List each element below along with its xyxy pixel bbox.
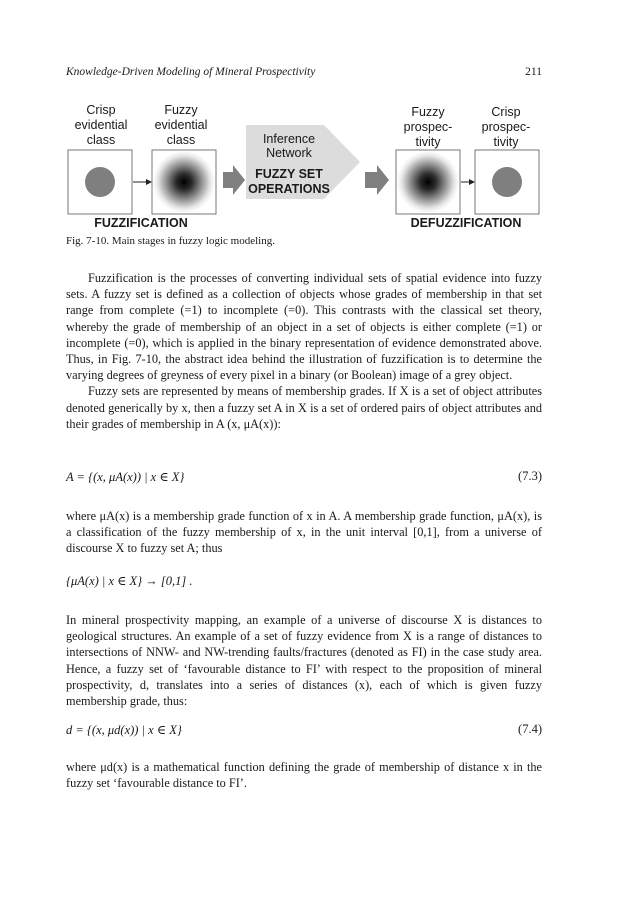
running-head-title: Knowledge-Driven Modeling of Mineral Prospectivity (66, 66, 316, 78)
label-line: evidential (74, 118, 128, 132)
figure-caption: Fig. 7-10. Main stages in fuzzy logic modeling. (66, 235, 275, 247)
running-head (66, 66, 542, 82)
label-line: Fuzzy (411, 105, 445, 119)
process-arrow (365, 165, 389, 195)
label-line: prospec- (403, 120, 453, 134)
fuzzy-ops-label-line: OPERATIONS (248, 182, 330, 196)
figure-diagram (66, 100, 542, 230)
crisp-evidence-dot (85, 167, 115, 197)
label-line: tivity (493, 135, 519, 149)
label-line: Crisp (86, 103, 116, 117)
fuzzy-prospectivity-gradient (397, 151, 459, 213)
equation-expression: {μA(x) | x ∈ X} → [0,1] . (66, 574, 193, 588)
inference-label-line: Inference (262, 132, 316, 146)
label-line: evidential (154, 118, 208, 132)
fuzzy-ops-label-line: FUZZY SET (255, 167, 323, 181)
body-block-2 (66, 508, 542, 557)
label-line: tivity (415, 135, 441, 149)
connector-arrow-head (469, 179, 475, 185)
body-block-3 (66, 612, 542, 709)
paragraph: where μA(x) is a membership grade function of x in A. A membership grade function, μA(x), is a classification of the fuzzy membership of x, in the unit interval [0,1], from a universe of discourse X to fuzzy set A; thus (66, 509, 542, 556)
body-block-1 (66, 270, 542, 432)
fuzzy-evidence-gradient (153, 151, 215, 213)
body-block-4 (66, 759, 542, 791)
paragraph: Fuzzy sets are represented by means of membership grades. If X is a set of object attributes denoted generically by x, then a fuzzy set A in X is a set of ordered pairs of object attributes and their grades of membership in A (x, μA(x)): (66, 384, 542, 431)
fuzzification-label: FUZZIFICATION (94, 216, 188, 230)
label-crisp-evidential-class (75, 103, 128, 147)
equation-7-3 (66, 469, 542, 487)
inference-label-line: Network (266, 146, 312, 160)
figure-fuzzy-logic-stages (66, 100, 542, 230)
equation-expression: d = {(x, μd(x)) | x ∈ X} (66, 723, 182, 737)
paragraph: Fuzzification is the processes of converting individual sets of spatial evidence into fuzzy sets. A fuzzy set is defined as a collection of objects whose grades of membership in that set range from complete (=1) to incomplete (=0). This contrasts with the classical set theory, whereby the grade of membership of an object in a set of objects is either complete (=1) or incomplete (=0), which is applied in the binary representation of evidence demonstrated above. Thus, in Fig. 7-10, the abstract idea behind the illustration of fuzzification is to determine the varying degrees of greyness of every pixel in a binary (or Boolean) image of a grey object. (66, 271, 542, 383)
equation-7-4 (66, 722, 542, 740)
label-line: class (166, 133, 196, 147)
equation-expression: A = {(x, μA(x)) | x ∈ X} (66, 470, 185, 484)
label-crisp-prospectivity (482, 105, 531, 149)
equation-number: (7.4) (518, 722, 542, 736)
process-arrow (223, 165, 245, 195)
label-fuzzy-evidential-class (155, 103, 208, 147)
label-line: Fuzzy (164, 103, 198, 117)
equation-mapping (66, 573, 542, 591)
equation-number: (7.3) (518, 469, 542, 483)
label-line: prospec- (481, 120, 531, 134)
paragraph: In mineral prospectivity mapping, an example of a universe of discourse X is distances to geological structures. An example of a set of fuzzy evidence from X is a range of distances to intersections of NNW- and NW-trending faults/fractures (denoted as FI) in the case study area. Hence, a fuzzy set of ‘favourable distance to FI’ with respect to the proposition of mineral prospectivity, d, translates into a series of distances (x), each of which is given fuzzy membership grade, thus: (66, 613, 542, 709)
connector-arrow-head (146, 179, 152, 185)
page-number: 211 (525, 66, 542, 78)
defuzzification-label: DEFUZZIFICATION (410, 216, 522, 230)
crisp-prospectivity-dot (492, 167, 522, 197)
label-line: class (86, 133, 116, 147)
label-fuzzy-prospectivity (404, 105, 453, 149)
paragraph: where μd(x) is a mathematical function defining the grade of membership of distance x in the fuzzy set ‘favourable distance to FI’. (66, 760, 542, 791)
label-line: Crisp (491, 105, 521, 119)
